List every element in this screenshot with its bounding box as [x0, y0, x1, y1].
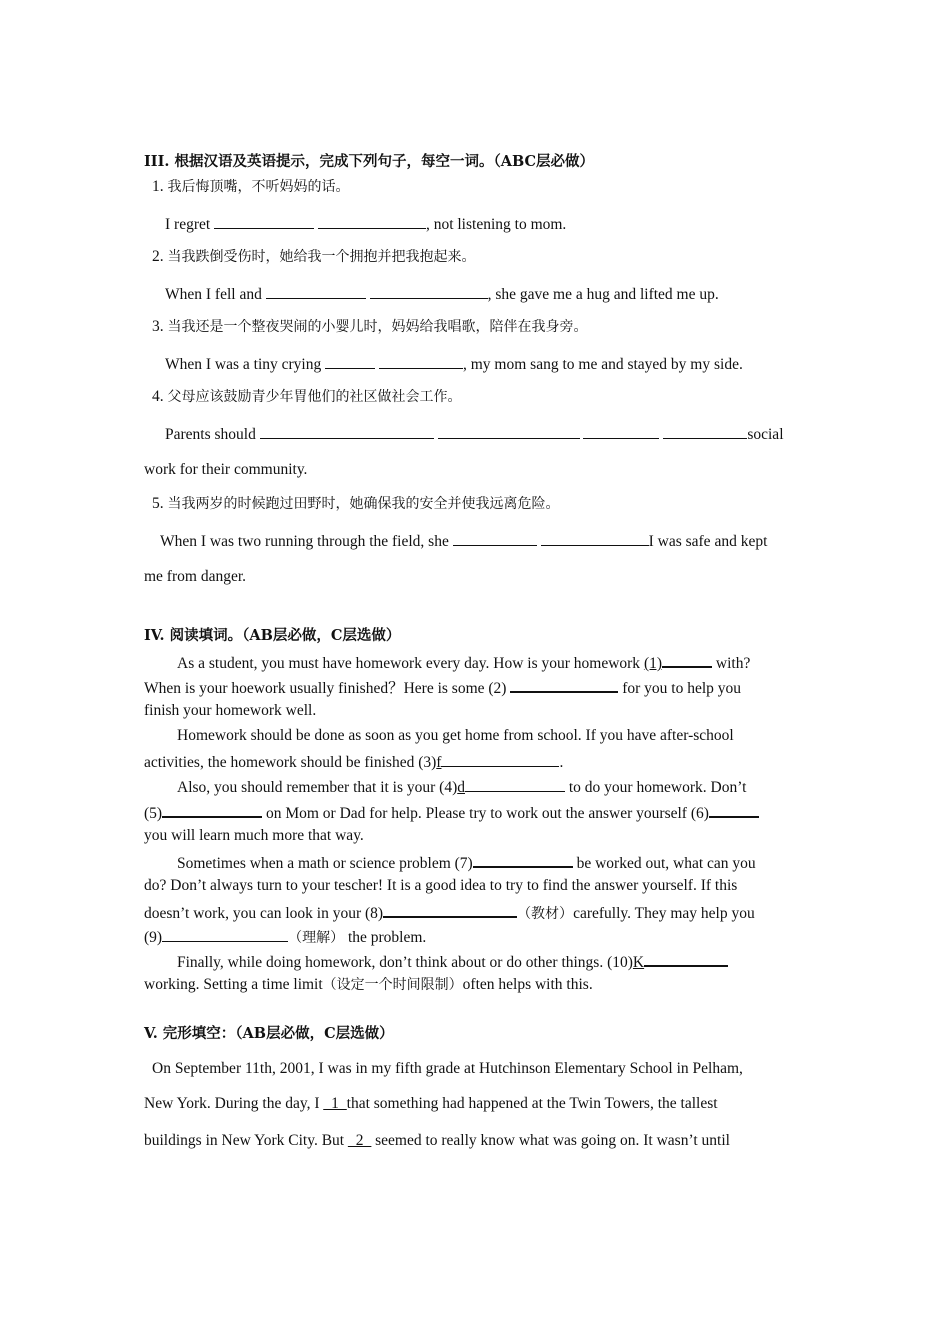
answer-blank[interactable] — [438, 423, 580, 439]
item-1-english: I regret , not listening to mom. — [165, 213, 566, 235]
item-5-english-cont: me from danger. — [144, 568, 247, 585]
passage-line: do? Don’t always turn to your tescher! It is a good idea to try to find the answer yourself. If this — [144, 877, 738, 894]
item-4-english-cont: work for their community. — [144, 461, 308, 478]
item-4-english: Parents should social — [165, 423, 784, 445]
answer-blank[interactable] — [318, 213, 426, 229]
passage-line: (5) on Mom or Dad for help. Please try to work out the answer yourself (6) — [144, 801, 759, 824]
answer-blank[interactable] — [662, 651, 712, 668]
answer-blank[interactable] — [383, 901, 517, 918]
item-5-english: When I was two running through the field, she I was safe and kept — [160, 530, 767, 552]
answer-blank[interactable] — [379, 353, 463, 369]
answer-blank[interactable] — [441, 751, 559, 767]
answer-blank[interactable] — [266, 283, 366, 299]
item-3-english: When I was a tiny crying , my mom sang to me and stayed by my side. — [165, 353, 743, 375]
passage-line: Sometimes when a math or science problem (7) be worked out, what can you — [177, 851, 756, 874]
item-5-chinese: 5. 当我两岁的时候跑过田野时，她确保我的安全并使我远离危险。 — [152, 495, 560, 512]
passage-line: Also, you should remember that it is your (4)d to do your homework. Don’t — [177, 776, 746, 798]
answer-blank[interactable] — [510, 676, 618, 693]
item-1-chinese: 1. 我后悔顶嘴，不听妈妈的话。 — [152, 178, 350, 195]
answer-blank[interactable] — [260, 423, 434, 439]
answer-blank[interactable] — [709, 801, 759, 818]
passage-line: finish your homework well. — [144, 702, 317, 719]
section-3-heading: III. 根据汉语及英语提示，完成下列句子，每空一词。（ABC层必做） — [144, 153, 595, 170]
answer-blank[interactable] — [465, 776, 565, 792]
item-4-chinese: 4. 父母应该鼓励青少年胃他们的社区做社会工作。 — [152, 388, 462, 405]
section-5-heading: V. 完形填空：（AB层必做，C层选做） — [144, 1025, 394, 1042]
answer-blank[interactable] — [162, 926, 288, 942]
answer-blank[interactable] — [370, 283, 488, 299]
item-2-chinese: 2. 当我跌倒受伤时，她给我一个拥抱并把我抱起来。 — [152, 248, 476, 265]
passage-line: Finally, while doing homework, don’t think about or do other things. (10)K — [177, 950, 728, 973]
section-4-heading: IV. 阅读填词。（AB层必做，C层选做） — [144, 627, 401, 644]
answer-blank[interactable] — [663, 423, 747, 439]
answer-blank[interactable] — [473, 851, 573, 868]
passage-line: When is your hoework usually finished？Here is some (2) for you to help you — [144, 676, 741, 699]
passage-line: Homework should be done as soon as you get home from school. If you have after-school — [177, 727, 734, 744]
item-3-chinese: 3. 当我还是一个整夜哭闹的小婴儿时，妈妈给我唱歌，陪伴在我身旁。 — [152, 318, 588, 335]
passage-line: doesn’t work, you can look in your (8) （教材）carefully. They may help you — [144, 901, 755, 924]
answer-blank[interactable] — [325, 353, 375, 369]
answer-blank[interactable] — [214, 213, 314, 229]
passage-line: working. Setting a time limit（设定一个时间限制）often helps with this. — [144, 976, 593, 993]
answer-blank[interactable] — [583, 423, 659, 439]
passage-line: (9) （理解） the problem. — [144, 926, 426, 948]
cloze-line: New York. During the day, I _1_that something had happened at the Twin Towers, the tallest — [144, 1095, 718, 1112]
passage-line: activities, the homework should be finished (3)f . — [144, 751, 563, 773]
answer-blank[interactable] — [644, 950, 728, 967]
answer-blank[interactable] — [453, 530, 537, 546]
passage-line: As a student, you must have homework every day. How is your homework (1) with? — [177, 651, 750, 674]
cloze-line: On September 11th, 2001, I was in my fifth grade at Hutchinson Elementary School in Pelham, — [152, 1060, 743, 1077]
cloze-blank-2[interactable]: _2_ — [347, 1132, 372, 1149]
cloze-line: buildings in New York City. But _2_ seemed to really know what was going on. It wasn’t until — [144, 1132, 730, 1149]
answer-blank[interactable] — [541, 530, 649, 546]
passage-line: you will learn much more that way. — [144, 827, 364, 844]
item-2-english: When I fell and , she gave me a hug and lifted me up. — [165, 283, 719, 305]
cloze-blank-1[interactable]: _1_ — [323, 1095, 347, 1112]
answer-blank[interactable] — [162, 801, 262, 818]
